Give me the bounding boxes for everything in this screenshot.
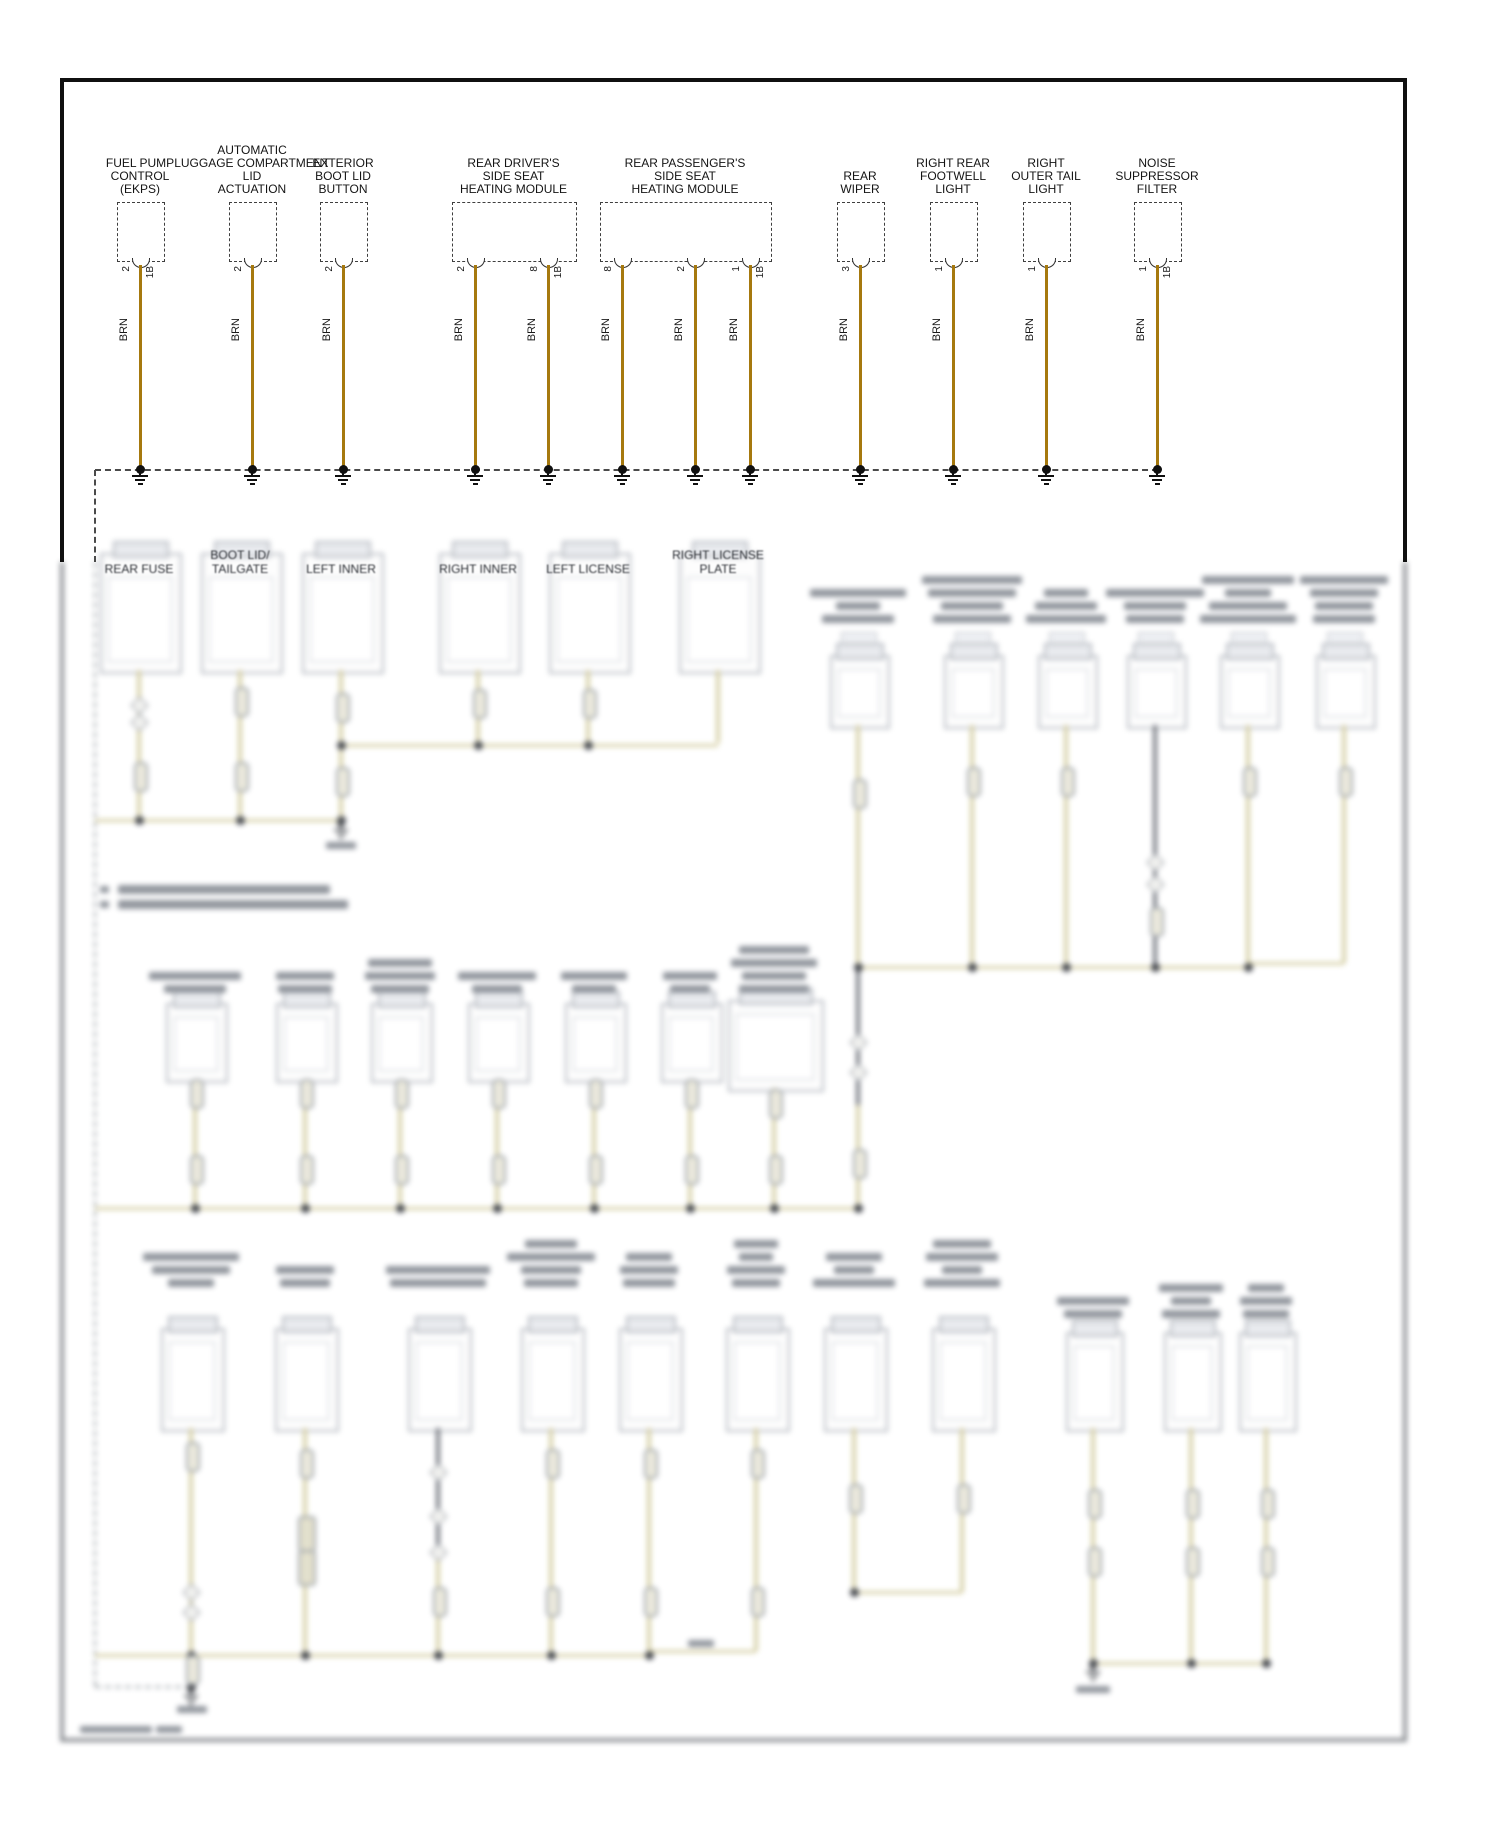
ground-bar <box>620 483 625 485</box>
frame-border-left <box>60 78 64 562</box>
row2-connector-label-line: TAILGATE <box>211 562 269 576</box>
pin-label: 2 <box>456 266 467 272</box>
component-label-line: SIDE SEAT <box>482 169 545 183</box>
wire-color-label-brn: BRN <box>931 318 943 342</box>
component-label-line: NOISE <box>1138 156 1176 170</box>
component-label-line: BUTTON <box>318 182 368 196</box>
ground-bar <box>543 479 553 481</box>
row2-connector-label-line: BOOT LID/ <box>210 548 270 562</box>
ground-bar <box>1041 479 1051 481</box>
component-label-line: OUTER TAIL <box>1011 169 1081 183</box>
wire-brn <box>952 265 955 466</box>
ground-bar <box>540 475 556 477</box>
wire-color-label-brn: BRN <box>1024 318 1036 342</box>
wire-brn <box>749 265 752 466</box>
ground-bar <box>852 475 868 477</box>
wire-brn <box>1156 265 1159 466</box>
component-label-line: REAR <box>843 169 877 183</box>
ground-symbol <box>130 465 150 487</box>
ground-bar <box>470 479 480 481</box>
wire-brn <box>139 265 142 466</box>
connector-id-label: 1B <box>145 266 156 279</box>
pin-label: 3 <box>841 266 852 272</box>
component-box <box>452 202 577 262</box>
wire-brn <box>621 265 624 466</box>
ground-symbol <box>1147 465 1167 487</box>
frame-border-right <box>1403 78 1407 562</box>
component-label <box>174 144 330 196</box>
component-label <box>1115 157 1198 196</box>
ground-symbol <box>538 465 558 487</box>
pin-label: 8 <box>603 266 614 272</box>
component-label-line: LIGHT <box>935 182 971 196</box>
component-box <box>320 202 368 262</box>
component-label <box>840 170 879 196</box>
ground-bar <box>338 479 348 481</box>
component-box <box>1023 202 1071 262</box>
component-label-line: LIGHT <box>1028 182 1064 196</box>
component-label-line: CONTROL <box>110 169 170 183</box>
ground-bar <box>945 475 961 477</box>
component-box <box>600 202 772 262</box>
component-box <box>229 202 277 262</box>
connector-id-label: 1B <box>553 266 564 279</box>
pin-label: 2 <box>233 266 244 272</box>
component-label-line: HEATING MODULE <box>631 182 739 196</box>
ground-bar <box>1155 483 1160 485</box>
component-label <box>106 157 174 196</box>
component-label-line: EXTERIOR <box>312 156 374 170</box>
component-box <box>1134 202 1182 262</box>
ground-bar <box>247 479 257 481</box>
ground-bar <box>614 475 630 477</box>
component-label-line: REAR DRIVER'S <box>467 156 560 170</box>
connector-id-label: 1B <box>1162 266 1173 279</box>
component-label-line: LUGGAGE COMPARTMENT <box>174 156 330 170</box>
ground-bus-left-elbow <box>94 470 96 562</box>
pin-label: 8 <box>529 266 540 272</box>
ground-bar <box>250 483 255 485</box>
row2-connector-label-line: LEFT LICENSE <box>546 562 630 576</box>
component-label-line: HEATING MODULE <box>459 182 568 196</box>
ground-bar <box>617 479 627 481</box>
wire-color-label-brn: BRN <box>600 318 612 342</box>
component-label-line: LID <box>242 169 262 183</box>
ground-bar <box>948 479 958 481</box>
component-label <box>916 157 990 196</box>
component-label <box>460 157 567 196</box>
ground-symbol <box>850 465 870 487</box>
wire-brn <box>1045 265 1048 466</box>
wire-brn <box>251 265 254 466</box>
ground-bar <box>690 479 700 481</box>
wire-brn <box>547 265 550 466</box>
ground-bar <box>858 483 863 485</box>
component-label-line: RIGHT REAR <box>916 156 990 170</box>
ground-symbol <box>685 465 705 487</box>
frame-border-top <box>60 78 1407 82</box>
ground-symbol <box>465 465 485 487</box>
wire-color-label-brn: BRN <box>1135 318 1147 342</box>
component-label-line: ACTUATION <box>217 182 287 196</box>
ground-bar <box>244 475 260 477</box>
component-label <box>1011 157 1081 196</box>
wire-brn <box>694 265 697 466</box>
component-label-line: RIGHT <box>1027 156 1065 170</box>
ground-bar <box>1044 483 1049 485</box>
component-label-line: FOOTWELL <box>919 169 987 183</box>
wire-color-label-brn: BRN <box>673 318 685 342</box>
wire-color-label-brn: BRN <box>453 318 465 342</box>
ground-bar <box>855 479 865 481</box>
pin-label: 1 <box>731 266 742 272</box>
row2-connector-label-line: LEFT INNER <box>306 562 376 576</box>
wire-color-label-brn: BRN <box>526 318 538 342</box>
ground-bar <box>742 475 758 477</box>
component-label <box>312 157 373 196</box>
wire-color-label-brn: BRN <box>728 318 740 342</box>
row2-connector-label-line: RIGHT INNER <box>439 562 517 576</box>
ground-bar <box>546 483 551 485</box>
component-label-line: FILTER <box>1136 182 1178 196</box>
component-box <box>117 202 165 262</box>
ground-bar <box>748 483 753 485</box>
component-label-line: WIPER <box>840 182 880 196</box>
component-box <box>930 202 978 262</box>
ground-bar <box>473 483 478 485</box>
ground-bar <box>1149 475 1165 477</box>
ground-symbol <box>740 465 760 487</box>
ground-bar <box>132 475 148 477</box>
wire-color-label-brn: BRN <box>230 318 242 342</box>
ground-symbol <box>242 465 262 487</box>
wire-brn <box>859 265 862 466</box>
ground-bar <box>951 483 956 485</box>
wire-brn <box>342 265 345 466</box>
component-label-line: SUPPRESSOR <box>1115 169 1199 183</box>
ground-bar <box>341 483 346 485</box>
wire-color-label-brn: BRN <box>321 318 333 342</box>
ground-bar <box>135 479 145 481</box>
ground-symbol <box>333 465 353 487</box>
pin-label: 1 <box>1138 266 1149 272</box>
wire-color-label-brn: BRN <box>118 318 130 342</box>
wire-brn <box>474 265 477 466</box>
component-label-line: FUEL PUMP <box>105 156 175 170</box>
row2-connector-label-line: PLATE <box>699 562 737 576</box>
ground-bar <box>1038 475 1054 477</box>
ground-bar <box>693 483 698 485</box>
ground-bar <box>138 483 143 485</box>
component-label-line: REAR PASSENGER'S <box>624 156 746 170</box>
component-label-line: (EKPS) <box>119 182 161 196</box>
component-label-line: AUTOMATIC <box>217 143 287 157</box>
ground-bar <box>1152 479 1162 481</box>
pin-label: 2 <box>121 266 132 272</box>
ground-symbol <box>612 465 632 487</box>
component-label-line: SIDE SEAT <box>654 169 716 183</box>
wire-color-label-brn: BRN <box>838 318 850 342</box>
row2-connector-label-line: RIGHT LICENSE <box>672 548 764 562</box>
pin-label: 2 <box>676 266 687 272</box>
ground-bar <box>467 475 483 477</box>
ground-bar <box>335 475 351 477</box>
component-label-line: BOOT LID <box>315 169 371 183</box>
connector-id-label: 1B <box>755 266 766 279</box>
row2-connector-label-line: REAR FUSE <box>104 562 174 576</box>
ground-bar <box>687 475 703 477</box>
ground-bar <box>745 479 755 481</box>
ground-symbol <box>943 465 963 487</box>
pin-label: 1 <box>934 266 945 272</box>
ground-symbol <box>1036 465 1056 487</box>
pin-label: 2 <box>324 266 335 272</box>
pin-label: 1 <box>1027 266 1038 272</box>
component-box <box>837 202 885 262</box>
component-label <box>625 157 746 196</box>
